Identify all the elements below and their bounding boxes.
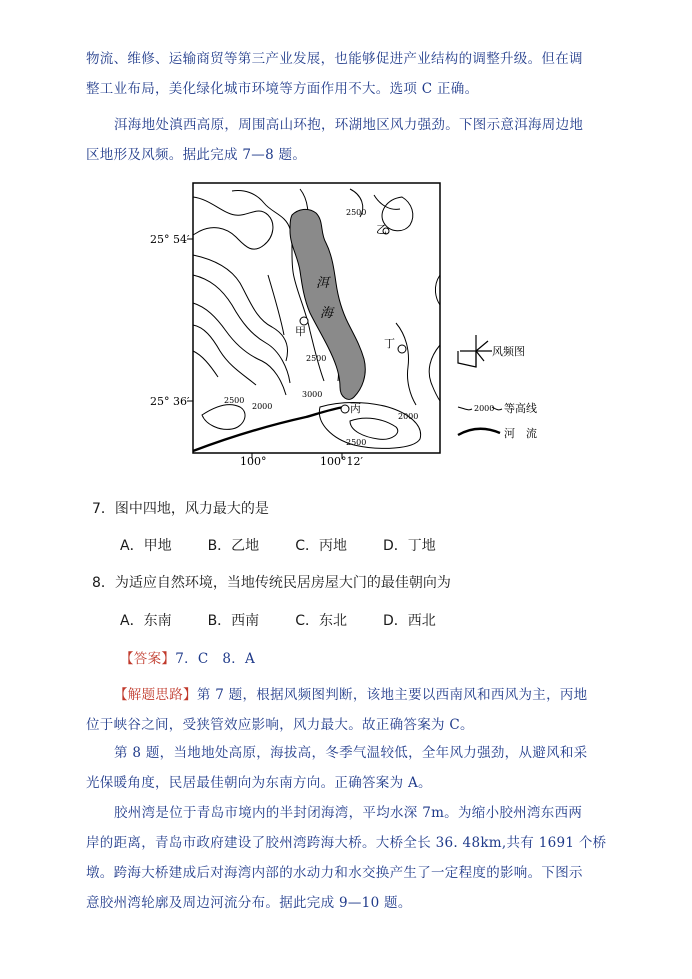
passage-1-line-2: 区地形及风频。据此完成 7—8 题。 [86, 147, 307, 163]
intro-line-1: 物流、维修、运输商贸等第三产业发展，也能够促进产业结构的调整升级。但在调 [86, 51, 583, 67]
answer-tag: 【答案】 [120, 651, 176, 667]
analysis-tag: 【解题思路】 [114, 687, 197, 703]
lat-label-top: 25° 54′ [150, 233, 190, 246]
contour-label-2500-c: 2500 [224, 396, 245, 405]
question-8-options [120, 610, 472, 630]
label-yi: 乙 [376, 223, 387, 236]
question-7-options [120, 535, 472, 555]
label-jia: 甲 [295, 325, 306, 338]
erhai-map-figure [140, 175, 540, 465]
river-line [193, 407, 344, 451]
analysis-p1-line-2: 位于峡谷之间，受狭管效应影响，风力最大。故正确答案为 C。 [86, 717, 474, 733]
point-bing [341, 405, 349, 413]
point-ding [398, 345, 406, 353]
question-8-option-a[interactable]: A．东南 [120, 613, 172, 629]
question-8-stem: 8．为适应自然环境，当地传统民居房屋大门的最佳朝向为 [92, 575, 451, 591]
passage-2-line-1: 胶州湾是位于青岛市境内的半封闭海湾，平均水深 7m。为缩小胶州湾东西两 [114, 805, 583, 821]
analysis-p2-line-2: 光保暖角度，民居最佳朝向为东南方向。正确答案为 A。 [86, 775, 432, 791]
answer-block [120, 644, 600, 674]
question-7-option-b[interactable]: B．乙地 [207, 538, 260, 554]
lake-label-er: 洱 [316, 276, 330, 291]
lon-label-left: 100° [240, 455, 267, 465]
contour-label-2500-b: 2500 [306, 354, 327, 363]
question-7-stem: 7．图中四地，风力最大的是 [92, 501, 269, 517]
question-8-option-c[interactable]: C．东北 [295, 613, 347, 629]
label-bing: 丙 [350, 402, 361, 415]
passage-2-line-3: 墩。跨海大桥建成后对海湾内部的水动力和水交换产生了一定程度的影响。下图示 [86, 865, 583, 881]
passage-2-line-4: 意胶州湾轮廓及周边河流分布。据此完成 9—10 题。 [86, 895, 412, 911]
wind-rose-icon [458, 335, 492, 367]
passage-1-line-1: 洱海地处滇西高原，周围高山环抱，环湖地区风力强劲。下图示意洱海周边地 [114, 117, 584, 133]
analysis-p1-line-1: 第 7 题，根据风频图判断，该地主要以西南风和西风为主，丙地 [196, 687, 588, 703]
question-7-option-c[interactable]: C．丙地 [295, 538, 347, 554]
contour-label-2500-a: 2500 [346, 208, 367, 217]
lat-label-bottom: 25° 36′ [150, 395, 190, 408]
question-7-option-a[interactable]: A．甲地 [120, 538, 172, 554]
legend-river-label: 河 流 [504, 427, 537, 440]
contour-label-2000-a: 2000 [252, 402, 273, 411]
legend-contour-symbol [458, 407, 472, 410]
erhai-lake [290, 209, 365, 399]
passage-1 [86, 110, 616, 170]
label-ding: 丁 [384, 337, 395, 350]
point-jia [300, 317, 308, 325]
analysis-paragraph-2 [86, 738, 616, 798]
contour-label-2000-b: 2000 [398, 412, 419, 421]
answer-text: 7．C 8．A [175, 651, 256, 667]
question-8-option-d[interactable]: D．西北 [382, 613, 436, 629]
lon-label-right: 100°12′ [320, 455, 363, 465]
lake-label-hai: 海 [320, 306, 334, 321]
question-7-option-d[interactable]: D．丁地 [382, 538, 436, 554]
legend-contour-value: 2000 [474, 404, 495, 413]
contour-label-3000: 3000 [302, 390, 323, 399]
passage-2 [86, 798, 616, 918]
passage-2-line-2: 岸的距离，青岛市政府建设了胶州湾跨海大桥。大桥全长 36. 48km,共有 1691 个桥 [86, 835, 607, 851]
intro-paragraph [86, 44, 616, 104]
legend-contour-label: 等高线 [504, 402, 537, 415]
question-8-option-b[interactable]: B．西南 [207, 613, 260, 629]
legend-windrose-label: 风频图 [492, 345, 525, 358]
contour-label-2500-d: 2500 [346, 438, 367, 447]
intro-line-2: 整工业布局，美化绿化城市环境等方面作用不大。选项 C 正确。 [86, 81, 479, 97]
legend-river-symbol [458, 429, 500, 435]
analysis-paragraph-1 [86, 680, 616, 740]
analysis-p2-line-1: 第 8 题，当地地处高原，海拔高，冬季气温较低，全年风力强劲，从避风和采 [114, 745, 588, 761]
